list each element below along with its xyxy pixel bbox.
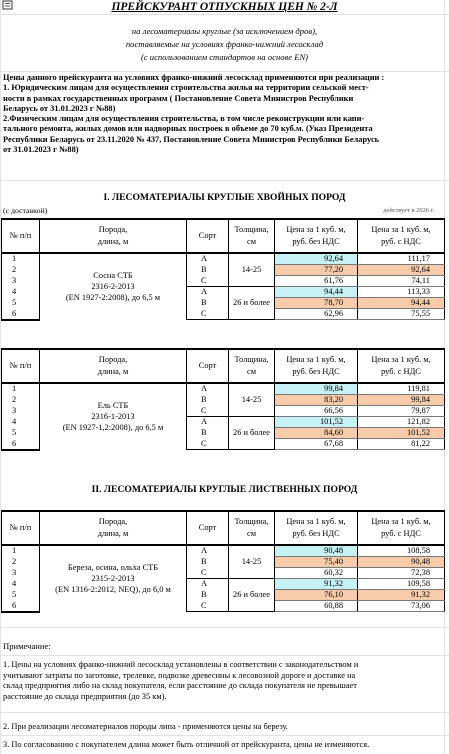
thickness-cell: 14-25 xyxy=(229,253,275,287)
price-vat-cell: 81,22 xyxy=(358,439,445,450)
price-no-vat-cell: 66,56 xyxy=(275,406,358,417)
price-vat-cell: 108,58 xyxy=(358,545,445,557)
product-line: (EN 1316-2:2012, NEQ), до 6,0 м xyxy=(55,585,171,595)
price-vat-cell: 101,52 xyxy=(358,428,445,439)
delivery-note: (с доставкой) xyxy=(3,206,48,215)
header-product xyxy=(40,219,187,253)
header-thickness-line: см xyxy=(246,529,257,538)
product-line: Сосна СТБ xyxy=(93,271,133,281)
header-thickness-line: см xyxy=(246,237,257,246)
subtitle-line: (с использованием стандартов на основе EN) xyxy=(140,52,309,62)
row-number: 2 xyxy=(2,265,40,276)
price-no-vat-cell: 61,76 xyxy=(275,276,358,287)
grid-line xyxy=(0,14,449,15)
grade-cell: C xyxy=(187,406,229,417)
header-price-vat-line: Цена за 1 куб. м, xyxy=(371,225,431,234)
thickness-cell: 26 и более xyxy=(229,579,275,612)
price-no-vat-cell: 84,60 xyxy=(275,428,358,439)
header-product-line: длина, м xyxy=(97,529,129,538)
row-number: 1 xyxy=(2,383,40,395)
price-no-vat-cell: 60,88 xyxy=(275,601,358,612)
product-line: 2315-2-2013 xyxy=(91,574,135,584)
grade-cell: B xyxy=(187,298,229,309)
price-vat-cell: 99,84 xyxy=(358,395,445,406)
price-no-vat-cell: 77,20 xyxy=(275,265,358,276)
price-vat-cell: 72,38 xyxy=(358,568,445,579)
price-vat-cell: 79,87 xyxy=(358,406,445,417)
price-vat-cell: 92,64 xyxy=(358,265,445,276)
intro-line: 2.Физическим лицам для осуществления строительства, в том числе реконструкции или капи- xyxy=(3,114,365,124)
grid-line xyxy=(0,655,449,656)
grade-cell: A xyxy=(187,287,229,298)
header-thickness-line: см xyxy=(246,367,257,376)
row-number: 3 xyxy=(2,568,40,579)
grade-cell: C xyxy=(187,601,229,612)
row-number: 6 xyxy=(2,309,40,320)
row-number: 6 xyxy=(2,601,40,612)
grade-cell: A xyxy=(187,545,229,557)
grade-cell: B xyxy=(187,395,229,406)
row-number: 2 xyxy=(2,395,40,406)
price-no-vat-cell: 94,44 xyxy=(275,287,358,298)
header-price-vat xyxy=(358,511,445,545)
header-price-vat-line: руб. с НДС xyxy=(381,237,421,246)
header-price-vat xyxy=(358,219,445,253)
subtitle-line: на лесоматериалы круглые (за исключением дров), xyxy=(131,26,318,36)
price-no-vat-cell: 67,68 xyxy=(275,439,358,450)
product-line: (EN 1927-1,2:2008), до 6,5 м xyxy=(62,423,164,433)
row-number: 5 xyxy=(2,428,40,439)
header-price-vat-line: руб. с НДС xyxy=(381,367,421,376)
product-line: 2316-2-2013 xyxy=(91,282,135,292)
grade-cell: B xyxy=(187,557,229,568)
price-no-vat-cell: 83,20 xyxy=(275,395,358,406)
product-line: (EN 1927-2:2008), до 6,5 м xyxy=(65,293,161,303)
header-thickness xyxy=(229,219,275,253)
note-1 xyxy=(3,660,443,702)
price-no-vat-cell: 91,32 xyxy=(275,579,358,590)
notes-label: Примечание: xyxy=(3,641,51,651)
price-no-vat-cell: 60,32 xyxy=(275,568,358,579)
price-vat-cell: 90,48 xyxy=(358,557,445,568)
thickness-cell: 14-25 xyxy=(229,545,275,579)
row-number: 1 xyxy=(2,545,40,557)
price-vat-cell: 111,17 xyxy=(358,253,445,265)
table-row xyxy=(2,545,445,557)
grade-cell: A xyxy=(187,253,229,265)
header-thickness-line: Толщина, xyxy=(234,517,269,526)
row-number: 3 xyxy=(2,276,40,287)
grade-cell: C xyxy=(187,309,229,320)
intro-line: Цены данного прейскуранта на условиях франко-нижний лесосклад применяются при реализации : xyxy=(3,73,385,82)
header-product-line: Порода, xyxy=(98,517,128,526)
price-no-vat-cell: 99,84 xyxy=(275,383,358,395)
header-thickness xyxy=(229,511,275,545)
header-product xyxy=(40,511,187,545)
price-no-vat-cell: 90,48 xyxy=(275,545,358,557)
header-price-no-vat-line: Цена за 1 куб. м, xyxy=(286,355,346,364)
subtitle-line: поставляемые на условиях франко-нижний лесосклад xyxy=(125,39,324,49)
grade-cell: C xyxy=(187,439,229,450)
product-name xyxy=(40,383,187,450)
row-number: 4 xyxy=(2,579,40,590)
header-thickness xyxy=(229,349,275,383)
price-vat-cell: 74,11 xyxy=(358,276,445,287)
header-price-no-vat-line: Цена за 1 куб. м, xyxy=(286,517,346,526)
grade-cell: A xyxy=(187,417,229,428)
row-number: 5 xyxy=(2,590,40,601)
note-line: 1. Цены на условиях франко-нижний лесосклад установлены в соответствии с законодательством и xyxy=(3,660,359,669)
header-grade: Сорт xyxy=(187,349,229,383)
header-product-line: длина, м xyxy=(97,367,129,376)
header-product-line: Порода, xyxy=(98,355,128,364)
row-number: 4 xyxy=(2,287,40,298)
price-no-vat-cell: 75,40 xyxy=(275,557,358,568)
table-row xyxy=(2,253,445,265)
page-title: ПРЕЙСКУРАНТ ОТПУСКНЫХ ЦЕН № 2-Л xyxy=(111,1,338,13)
product-line: 2316-1-2013 xyxy=(91,412,135,422)
note-3: 3. По согласованию с покупателем длина может быть отличной от прейскуранта, цены не изменяются. xyxy=(3,740,370,749)
price-no-vat-cell: 78,70 xyxy=(275,298,358,309)
note-line: расстояние до склада предприятия (до 35 км). xyxy=(3,691,167,701)
grade-cell: B xyxy=(187,265,229,276)
note-line: склад предприятия либо на склад покупателя, если расстояние до склада покупателя не превышает xyxy=(3,681,357,690)
header-price-no-vat-line: руб. без НДС xyxy=(292,237,340,246)
row-number: 3 xyxy=(2,406,40,417)
header-product-line: Порода, xyxy=(98,225,128,234)
grade-cell: C xyxy=(187,276,229,287)
product-line: Береза, осина, ольха СТБ xyxy=(67,563,159,573)
section-title-deciduous: II. ЛЕСОМАТЕРИАЛЫ КРУГЛЫЕ ЛИСТВЕННЫХ ПОРОД xyxy=(91,484,358,495)
grade-cell: A xyxy=(187,383,229,395)
note-line: учитывают затраты по заготовке, трелевке, подвозке древесины к лесовозной дороге и доставке на xyxy=(3,670,356,680)
grade-cell: B xyxy=(187,428,229,439)
section-title-conifer: I. ЛЕСОМАТЕРИАЛЫ КРУГЛЫЕ ХВОЙНЫХ ПОРОД xyxy=(103,192,346,203)
header-grade: Сорт xyxy=(187,219,229,253)
intro-line: Беларусь от 31.01.2023 г №88) xyxy=(3,103,116,113)
header-price-vat-line: Цена за 1 куб. м, xyxy=(371,355,431,364)
thickness-cell: 26 и более xyxy=(229,417,275,450)
header-thickness-line: Толщина, xyxy=(234,225,269,234)
header-price-no-vat xyxy=(275,219,358,253)
header-price-vat-line: руб. с НДС xyxy=(381,529,421,538)
grid-line xyxy=(0,627,449,628)
header-price-vat xyxy=(358,349,445,383)
price-vat-cell: 121,82 xyxy=(358,417,445,428)
thickness-cell: 26 и более xyxy=(229,287,275,320)
price-no-vat-cell: 92,64 xyxy=(275,253,358,265)
intro-line: Республики Беларусь от 23.11.2020 № 437, Постановление Совета Министров Республики Беларусь xyxy=(3,134,380,144)
header-price-no-vat xyxy=(275,511,358,545)
price-no-vat-cell: 62,96 xyxy=(275,309,358,320)
header-price-no-vat xyxy=(275,349,358,383)
header-price-no-vat-line: руб. без НДС xyxy=(292,529,340,538)
thickness-cell: 14-25 xyxy=(229,383,275,417)
price-vat-cell: 113,33 xyxy=(358,287,445,298)
price-vat-cell: 119,81 xyxy=(358,383,445,395)
header-num: № п/п xyxy=(2,349,40,383)
product-name xyxy=(40,253,187,320)
product-line: Ель СТБ xyxy=(97,401,129,411)
grid-line xyxy=(0,71,449,72)
header-grade: Сорт xyxy=(187,511,229,545)
product-name xyxy=(40,545,187,612)
header-thickness-line: Толщина, xyxy=(234,355,269,364)
intro-line: 1. Юридическим лицам для осуществления строительства жилья на территории сельской мест- xyxy=(3,83,369,93)
price-vat-cell: 109,58 xyxy=(358,579,445,590)
grid-line xyxy=(0,180,449,181)
header-price-no-vat-line: руб. без НДС xyxy=(292,367,340,376)
effective-note: действует в 2026 г. xyxy=(383,207,434,214)
price-table-pine xyxy=(1,218,445,321)
row-number: 2 xyxy=(2,557,40,568)
header-product-line: длина, м xyxy=(97,237,129,246)
intro-line: от 31.01.2023 г №88) xyxy=(3,145,79,155)
row-number: 4 xyxy=(2,417,40,428)
header-num: № п/п xyxy=(2,219,40,253)
table-row xyxy=(2,383,445,395)
grade-cell: C xyxy=(187,568,229,579)
row-number: 1 xyxy=(2,253,40,265)
intro-line: тального ремонта, жилых домов или надворных построек в объеме до 70 куб.м. (Указ Президента xyxy=(3,124,373,134)
grid-line xyxy=(0,735,449,736)
row-number: 6 xyxy=(2,439,40,450)
header-price-no-vat-line: Цена за 1 куб. м, xyxy=(286,225,346,234)
row-number: 5 xyxy=(2,298,40,309)
header-product xyxy=(40,349,187,383)
intro-text xyxy=(3,73,443,155)
price-vat-cell: 73,06 xyxy=(358,601,445,612)
price-vat-cell: 91,32 xyxy=(358,590,445,601)
price-vat-cell: 75,55 xyxy=(358,309,445,320)
price-no-vat-cell: 76,10 xyxy=(275,590,358,601)
note-2: 2. При реализации лесоматериалов породы липа - применяются цены на березу. xyxy=(3,722,288,731)
intro-line: ности в рамках государственных программ ( Постановление Совета Министров Республики xyxy=(3,93,354,103)
header-price-vat-line: Цена за 1 куб. м, xyxy=(371,517,431,526)
grid-line xyxy=(0,712,449,713)
header-num: № п/п xyxy=(2,511,40,545)
grade-cell: A xyxy=(187,579,229,590)
price-no-vat-cell: 101,52 xyxy=(275,417,358,428)
price-table-birch xyxy=(1,510,445,613)
price-vat-cell: 94,44 xyxy=(358,298,445,309)
grade-cell: B xyxy=(187,590,229,601)
price-table-spruce xyxy=(1,348,445,451)
